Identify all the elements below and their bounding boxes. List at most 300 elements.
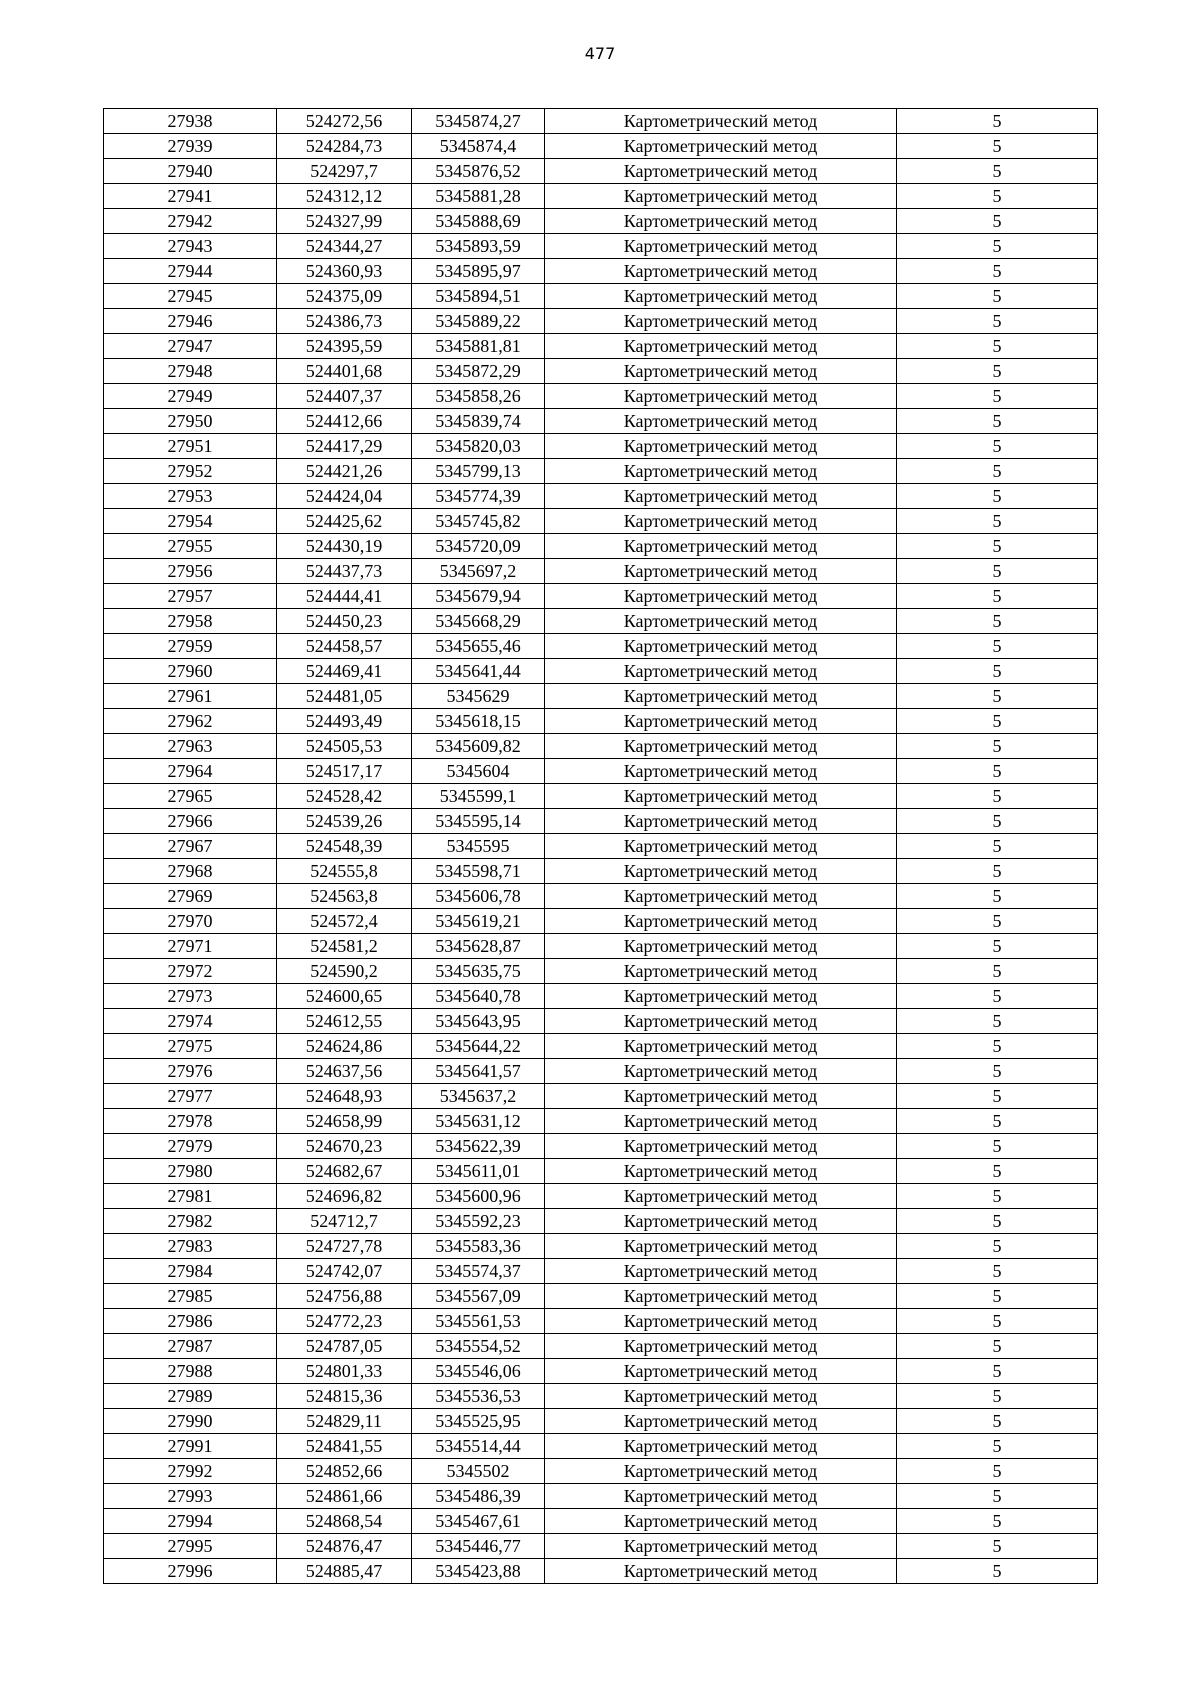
x-coordinate-cell: 524395,59: [277, 334, 412, 359]
point-number-cell: 27943: [104, 234, 277, 259]
x-coordinate-cell: 524555,8: [277, 859, 412, 884]
accuracy-cell: 5: [897, 659, 1098, 684]
table-row: [104, 459, 1098, 484]
point-number-cell: 27957: [104, 584, 277, 609]
table-row: [104, 584, 1098, 609]
method-cell: Картометрический метод: [545, 284, 897, 309]
y-coordinate-cell: 5345598,71: [412, 859, 545, 884]
y-coordinate-cell: 5345872,29: [412, 359, 545, 384]
page-number: 477: [584, 44, 616, 63]
method-cell: Картометрический метод: [545, 784, 897, 809]
table-row: [104, 859, 1098, 884]
method-cell: Картометрический метод: [545, 459, 897, 484]
table-row: [104, 1234, 1098, 1259]
accuracy-cell: 5: [897, 1034, 1098, 1059]
method-cell: Картометрический метод: [545, 1284, 897, 1309]
method-cell: Картометрический метод: [545, 1359, 897, 1384]
point-number-cell: 27959: [104, 634, 277, 659]
point-number-cell: 27996: [104, 1559, 277, 1584]
method-cell: Картометрический метод: [545, 659, 897, 684]
method-cell: Картометрический метод: [545, 259, 897, 284]
method-cell: Картометрический метод: [545, 1384, 897, 1409]
x-coordinate-cell: 524563,8: [277, 884, 412, 909]
y-coordinate-cell: 5345618,15: [412, 709, 545, 734]
table-row: [104, 634, 1098, 659]
y-coordinate-cell: 5345486,39: [412, 1484, 545, 1509]
method-cell: Картометрический метод: [545, 1184, 897, 1209]
y-coordinate-cell: 5345567,09: [412, 1284, 545, 1309]
accuracy-cell: 5: [897, 684, 1098, 709]
x-coordinate-cell: 524493,49: [277, 709, 412, 734]
y-coordinate-cell: 5345604: [412, 759, 545, 784]
method-cell: Картометрический метод: [545, 859, 897, 884]
method-cell: Картометрический метод: [545, 934, 897, 959]
point-number-cell: 27984: [104, 1259, 277, 1284]
x-coordinate-cell: 524407,37: [277, 384, 412, 409]
table-row: [104, 709, 1098, 734]
method-cell: Картометрический метод: [545, 559, 897, 584]
method-cell: Картометрический метод: [545, 1259, 897, 1284]
method-cell: Картометрический метод: [545, 1034, 897, 1059]
table-row: [104, 534, 1098, 559]
x-coordinate-cell: 524682,67: [277, 1159, 412, 1184]
accuracy-cell: 5: [897, 1134, 1098, 1159]
table-row: [104, 684, 1098, 709]
y-coordinate-cell: 5345574,37: [412, 1259, 545, 1284]
table-row: [104, 1284, 1098, 1309]
point-number-cell: 27966: [104, 809, 277, 834]
y-coordinate-cell: 5345893,59: [412, 234, 545, 259]
y-coordinate-cell: 5345640,78: [412, 984, 545, 1009]
point-number-cell: 27962: [104, 709, 277, 734]
x-coordinate-cell: 524727,78: [277, 1234, 412, 1259]
method-cell: Картометрический метод: [545, 434, 897, 459]
method-cell: Картометрический метод: [545, 1209, 897, 1234]
point-number-cell: 27980: [104, 1159, 277, 1184]
y-coordinate-cell: 5345655,46: [412, 634, 545, 659]
accuracy-cell: 5: [897, 484, 1098, 509]
x-coordinate-cell: 524344,27: [277, 234, 412, 259]
y-coordinate-cell: 5345546,06: [412, 1359, 545, 1384]
method-cell: Картометрический метод: [545, 509, 897, 534]
point-number-cell: 27971: [104, 934, 277, 959]
x-coordinate-cell: 524712,7: [277, 1209, 412, 1234]
accuracy-cell: 5: [897, 809, 1098, 834]
point-number-cell: 27967: [104, 834, 277, 859]
method-cell: Картометрический метод: [545, 1459, 897, 1484]
table-row: [104, 234, 1098, 259]
accuracy-cell: 5: [897, 1409, 1098, 1434]
accuracy-cell: 5: [897, 1509, 1098, 1534]
point-number-cell: 27954: [104, 509, 277, 534]
point-number-cell: 27941: [104, 184, 277, 209]
y-coordinate-cell: 5345889,22: [412, 309, 545, 334]
accuracy-cell: 5: [897, 859, 1098, 884]
table-row: [104, 1084, 1098, 1109]
x-coordinate-cell: 524742,07: [277, 1259, 412, 1284]
point-number-cell: 27952: [104, 459, 277, 484]
point-number-cell: 27940: [104, 159, 277, 184]
method-cell: Картометрический метод: [545, 1009, 897, 1034]
method-cell: Картометрический метод: [545, 1559, 897, 1584]
x-coordinate-cell: 524505,53: [277, 734, 412, 759]
y-coordinate-cell: 5345595: [412, 834, 545, 859]
table-row: [104, 134, 1098, 159]
method-cell: Картометрический метод: [545, 1084, 897, 1109]
accuracy-cell: 5: [897, 934, 1098, 959]
y-coordinate-cell: 5345820,03: [412, 434, 545, 459]
point-number-cell: 27990: [104, 1409, 277, 1434]
accuracy-cell: 5: [897, 1159, 1098, 1184]
y-coordinate-cell: 5345561,53: [412, 1309, 545, 1334]
accuracy-cell: 5: [897, 359, 1098, 384]
point-number-cell: 27974: [104, 1009, 277, 1034]
x-coordinate-cell: 524284,73: [277, 134, 412, 159]
accuracy-cell: 5: [897, 959, 1098, 984]
table-row: [104, 1309, 1098, 1334]
table-row: [104, 1259, 1098, 1284]
method-cell: Картометрический метод: [545, 209, 897, 234]
x-coordinate-cell: 524375,09: [277, 284, 412, 309]
y-coordinate-cell: 5345525,95: [412, 1409, 545, 1434]
table-row: [104, 1559, 1098, 1584]
accuracy-cell: 5: [897, 334, 1098, 359]
table-row: [104, 934, 1098, 959]
method-cell: Картометрический метод: [545, 809, 897, 834]
point-number-cell: 27976: [104, 1059, 277, 1084]
x-coordinate-cell: 524297,7: [277, 159, 412, 184]
x-coordinate-cell: 524885,47: [277, 1559, 412, 1584]
x-coordinate-cell: 524425,62: [277, 509, 412, 534]
point-number-cell: 27960: [104, 659, 277, 684]
y-coordinate-cell: 5345629: [412, 684, 545, 709]
coordinates-table: [103, 108, 1098, 1584]
table-row: [104, 1009, 1098, 1034]
table-row: [104, 1159, 1098, 1184]
table-row: [104, 659, 1098, 684]
accuracy-cell: 5: [897, 1234, 1098, 1259]
x-coordinate-cell: 524469,41: [277, 659, 412, 684]
x-coordinate-cell: 524861,66: [277, 1484, 412, 1509]
x-coordinate-cell: 524815,36: [277, 1384, 412, 1409]
method-cell: Картометрический метод: [545, 1159, 897, 1184]
x-coordinate-cell: 524581,2: [277, 934, 412, 959]
point-number-cell: 27949: [104, 384, 277, 409]
x-coordinate-cell: 524386,73: [277, 309, 412, 334]
method-cell: Картометрический метод: [545, 734, 897, 759]
point-number-cell: 27973: [104, 984, 277, 1009]
point-number-cell: 27951: [104, 434, 277, 459]
table-row: [104, 1209, 1098, 1234]
x-coordinate-cell: 524829,11: [277, 1409, 412, 1434]
table-row: [104, 359, 1098, 384]
method-cell: Картометрический метод: [545, 334, 897, 359]
x-coordinate-cell: 524756,88: [277, 1284, 412, 1309]
y-coordinate-cell: 5345641,57: [412, 1059, 545, 1084]
y-coordinate-cell: 5345668,29: [412, 609, 545, 634]
y-coordinate-cell: 5345720,09: [412, 534, 545, 559]
accuracy-cell: 5: [897, 784, 1098, 809]
accuracy-cell: 5: [897, 1359, 1098, 1384]
y-coordinate-cell: 5345536,53: [412, 1384, 545, 1409]
table-row: [104, 809, 1098, 834]
table-row: [104, 834, 1098, 859]
y-coordinate-cell: 5345554,52: [412, 1334, 545, 1359]
point-number-cell: 27981: [104, 1184, 277, 1209]
table-row: [104, 1359, 1098, 1384]
y-coordinate-cell: 5345631,12: [412, 1109, 545, 1134]
accuracy-cell: 5: [897, 309, 1098, 334]
point-number-cell: 27979: [104, 1134, 277, 1159]
method-cell: Картометрический метод: [545, 309, 897, 334]
accuracy-cell: 5: [897, 609, 1098, 634]
accuracy-cell: 5: [897, 759, 1098, 784]
y-coordinate-cell: 5345697,2: [412, 559, 545, 584]
table-row: [104, 284, 1098, 309]
table-row: [104, 434, 1098, 459]
table-row: [104, 884, 1098, 909]
point-number-cell: 27958: [104, 609, 277, 634]
x-coordinate-cell: 524787,05: [277, 1334, 412, 1359]
method-cell: Картометрический метод: [545, 709, 897, 734]
table-row: [104, 1034, 1098, 1059]
table-row: [104, 909, 1098, 934]
x-coordinate-cell: 524590,2: [277, 959, 412, 984]
accuracy-cell: 5: [897, 1259, 1098, 1284]
table-row: [104, 209, 1098, 234]
method-cell: Картометрический метод: [545, 534, 897, 559]
table-row: [104, 1434, 1098, 1459]
table-row: [104, 1059, 1098, 1084]
coordinates-table-body: [104, 109, 1098, 1584]
point-number-cell: 27986: [104, 1309, 277, 1334]
y-coordinate-cell: 5345774,39: [412, 484, 545, 509]
x-coordinate-cell: 524801,33: [277, 1359, 412, 1384]
x-coordinate-cell: 524450,23: [277, 609, 412, 634]
accuracy-cell: 5: [897, 459, 1098, 484]
y-coordinate-cell: 5345874,27: [412, 109, 545, 134]
y-coordinate-cell: 5345619,21: [412, 909, 545, 934]
method-cell: Картометрический метод: [545, 1409, 897, 1434]
x-coordinate-cell: 524772,23: [277, 1309, 412, 1334]
table-row: [104, 1509, 1098, 1534]
accuracy-cell: 5: [897, 909, 1098, 934]
table-row: [104, 1134, 1098, 1159]
table-row: [104, 609, 1098, 634]
accuracy-cell: 5: [897, 984, 1098, 1009]
table-row: [104, 334, 1098, 359]
method-cell: Картометрический метод: [545, 959, 897, 984]
accuracy-cell: 5: [897, 159, 1098, 184]
point-number-cell: 27989: [104, 1384, 277, 1409]
method-cell: Картометрический метод: [545, 234, 897, 259]
y-coordinate-cell: 5345888,69: [412, 209, 545, 234]
x-coordinate-cell: 524528,42: [277, 784, 412, 809]
method-cell: Картометрический метод: [545, 384, 897, 409]
method-cell: Картометрический метод: [545, 1534, 897, 1559]
table-row: [104, 184, 1098, 209]
method-cell: Картометрический метод: [545, 159, 897, 184]
y-coordinate-cell: 5345641,44: [412, 659, 545, 684]
table-row: [104, 309, 1098, 334]
point-number-cell: 27968: [104, 859, 277, 884]
x-coordinate-cell: 524412,66: [277, 409, 412, 434]
y-coordinate-cell: 5345609,82: [412, 734, 545, 759]
point-number-cell: 27985: [104, 1284, 277, 1309]
point-number-cell: 27987: [104, 1334, 277, 1359]
table-row: [104, 734, 1098, 759]
accuracy-cell: 5: [897, 184, 1098, 209]
accuracy-cell: 5: [897, 559, 1098, 584]
point-number-cell: 27944: [104, 259, 277, 284]
accuracy-cell: 5: [897, 259, 1098, 284]
point-number-cell: 27969: [104, 884, 277, 909]
x-coordinate-cell: 524637,56: [277, 1059, 412, 1084]
x-coordinate-cell: 524658,99: [277, 1109, 412, 1134]
accuracy-cell: 5: [897, 284, 1098, 309]
x-coordinate-cell: 524517,17: [277, 759, 412, 784]
table-row: [104, 559, 1098, 584]
method-cell: Картометрический метод: [545, 1434, 897, 1459]
accuracy-cell: 5: [897, 209, 1098, 234]
y-coordinate-cell: 5345874,4: [412, 134, 545, 159]
point-number-cell: 27938: [104, 109, 277, 134]
method-cell: Картометрический метод: [545, 884, 897, 909]
point-number-cell: 27995: [104, 1534, 277, 1559]
y-coordinate-cell: 5345881,81: [412, 334, 545, 359]
table-row: [104, 384, 1098, 409]
x-coordinate-cell: 524600,65: [277, 984, 412, 1009]
point-number-cell: 27948: [104, 359, 277, 384]
table-row: [104, 259, 1098, 284]
x-coordinate-cell: 524696,82: [277, 1184, 412, 1209]
method-cell: Картометрический метод: [545, 584, 897, 609]
method-cell: Картометрический метод: [545, 759, 897, 784]
table-row: [104, 1409, 1098, 1434]
point-number-cell: 27950: [104, 409, 277, 434]
point-number-cell: 27988: [104, 1359, 277, 1384]
y-coordinate-cell: 5345423,88: [412, 1559, 545, 1584]
x-coordinate-cell: 524424,04: [277, 484, 412, 509]
table-row: [104, 959, 1098, 984]
accuracy-cell: 5: [897, 584, 1098, 609]
x-coordinate-cell: 524401,68: [277, 359, 412, 384]
accuracy-cell: 5: [897, 1109, 1098, 1134]
method-cell: Картометрический метод: [545, 1309, 897, 1334]
method-cell: Картометрический метод: [545, 1234, 897, 1259]
method-cell: Картометрический метод: [545, 484, 897, 509]
table-row: [104, 1184, 1098, 1209]
y-coordinate-cell: 5345895,97: [412, 259, 545, 284]
method-cell: Картометрический метод: [545, 1484, 897, 1509]
method-cell: Картометрический метод: [545, 184, 897, 209]
accuracy-cell: 5: [897, 1084, 1098, 1109]
method-cell: Картометрический метод: [545, 1109, 897, 1134]
y-coordinate-cell: 5345583,36: [412, 1234, 545, 1259]
accuracy-cell: 5: [897, 834, 1098, 859]
point-number-cell: 27955: [104, 534, 277, 559]
table-row: [104, 759, 1098, 784]
x-coordinate-cell: 524572,4: [277, 909, 412, 934]
x-coordinate-cell: 524841,55: [277, 1434, 412, 1459]
x-coordinate-cell: 524312,12: [277, 184, 412, 209]
y-coordinate-cell: 5345643,95: [412, 1009, 545, 1034]
accuracy-cell: 5: [897, 1559, 1098, 1584]
point-number-cell: 27945: [104, 284, 277, 309]
accuracy-cell: 5: [897, 534, 1098, 559]
method-cell: Картометрический метод: [545, 1334, 897, 1359]
accuracy-cell: 5: [897, 709, 1098, 734]
accuracy-cell: 5: [897, 509, 1098, 534]
x-coordinate-cell: 524417,29: [277, 434, 412, 459]
accuracy-cell: 5: [897, 1384, 1098, 1409]
point-number-cell: 27994: [104, 1509, 277, 1534]
point-number-cell: 27956: [104, 559, 277, 584]
table-row: [104, 1459, 1098, 1484]
y-coordinate-cell: 5345502: [412, 1459, 545, 1484]
x-coordinate-cell: 524670,23: [277, 1134, 412, 1159]
method-cell: Картометрический метод: [545, 984, 897, 1009]
table-row: [104, 984, 1098, 1009]
point-number-cell: 27983: [104, 1234, 277, 1259]
table-row: [104, 1534, 1098, 1559]
point-number-cell: 27953: [104, 484, 277, 509]
accuracy-cell: 5: [897, 409, 1098, 434]
accuracy-cell: 5: [897, 734, 1098, 759]
table-row: [104, 1384, 1098, 1409]
accuracy-cell: 5: [897, 1184, 1098, 1209]
accuracy-cell: 5: [897, 1484, 1098, 1509]
y-coordinate-cell: 5345745,82: [412, 509, 545, 534]
accuracy-cell: 5: [897, 384, 1098, 409]
point-number-cell: 27964: [104, 759, 277, 784]
accuracy-cell: 5: [897, 434, 1098, 459]
y-coordinate-cell: 5345592,23: [412, 1209, 545, 1234]
table-row: [104, 484, 1098, 509]
table-row: [104, 109, 1098, 134]
y-coordinate-cell: 5345446,77: [412, 1534, 545, 1559]
y-coordinate-cell: 5345635,75: [412, 959, 545, 984]
table-row: [104, 1484, 1098, 1509]
accuracy-cell: 5: [897, 1209, 1098, 1234]
accuracy-cell: 5: [897, 1459, 1098, 1484]
y-coordinate-cell: 5345637,2: [412, 1084, 545, 1109]
x-coordinate-cell: 524612,55: [277, 1009, 412, 1034]
point-number-cell: 27961: [104, 684, 277, 709]
x-coordinate-cell: 524458,57: [277, 634, 412, 659]
x-coordinate-cell: 524430,19: [277, 534, 412, 559]
method-cell: Картометрический метод: [545, 1134, 897, 1159]
point-number-cell: 27947: [104, 334, 277, 359]
point-number-cell: 27946: [104, 309, 277, 334]
method-cell: Картометрический метод: [545, 609, 897, 634]
y-coordinate-cell: 5345799,13: [412, 459, 545, 484]
point-number-cell: 27992: [104, 1459, 277, 1484]
method-cell: Картометрический метод: [545, 909, 897, 934]
table-row: [104, 159, 1098, 184]
x-coordinate-cell: 524444,41: [277, 584, 412, 609]
y-coordinate-cell: 5345628,87: [412, 934, 545, 959]
point-number-cell: 27942: [104, 209, 277, 234]
y-coordinate-cell: 5345622,39: [412, 1134, 545, 1159]
accuracy-cell: 5: [897, 1434, 1098, 1459]
x-coordinate-cell: 524481,05: [277, 684, 412, 709]
y-coordinate-cell: 5345606,78: [412, 884, 545, 909]
method-cell: Картометрический метод: [545, 834, 897, 859]
point-number-cell: 27978: [104, 1109, 277, 1134]
accuracy-cell: 5: [897, 1334, 1098, 1359]
accuracy-cell: 5: [897, 1009, 1098, 1034]
